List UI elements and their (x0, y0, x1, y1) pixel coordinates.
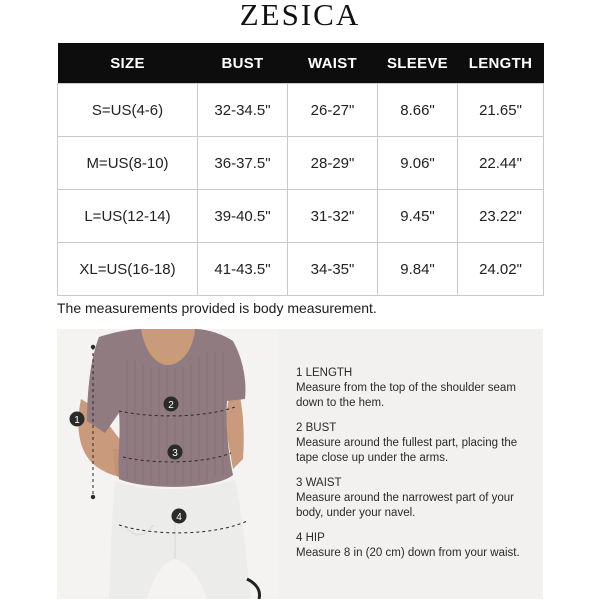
cell-sleeve: 9.45" (378, 190, 458, 243)
cell-bust: 32-34.5" (198, 84, 288, 137)
cell-size: L=US(12-14) (58, 190, 198, 243)
instruction-title: 1 LENGTH (296, 367, 353, 379)
instruction-description: Measure from the top of the shoulder seam down to the hem. (296, 382, 516, 409)
instruction-title: 4 HIP (296, 532, 325, 544)
svg-text:3: 3 (172, 448, 178, 459)
svg-text:4: 4 (176, 512, 182, 523)
cell-sleeve: 9.06" (378, 137, 458, 190)
instruction-length (296, 366, 541, 411)
cell-size: XL=US(16-18) (58, 243, 198, 296)
marker-length (70, 412, 85, 427)
header-size: SIZE (58, 43, 198, 84)
cell-waist: 28-29" (288, 137, 378, 190)
cell-size: M=US(8-10) (58, 137, 198, 190)
marker-waist (168, 445, 183, 460)
cell-sleeve: 8.66" (378, 84, 458, 137)
table-row (58, 243, 544, 296)
header-bust: BUST (198, 43, 288, 84)
measurement-guide-panel (57, 329, 543, 599)
table-row (58, 190, 544, 243)
brand-logo: ZESICA (239, 0, 361, 32)
instruction-description: Measure 8 in (20 cm) down from your waist. (296, 547, 520, 559)
header-waist: WAIST (288, 43, 378, 84)
measurement-instructions (296, 366, 541, 571)
table-row (58, 84, 544, 137)
cell-bust: 36-37.5" (198, 137, 288, 190)
svg-text:2: 2 (168, 400, 174, 411)
cell-waist: 26-27" (288, 84, 378, 137)
table-header-row (58, 43, 544, 84)
cell-length: 24.02" (458, 243, 544, 296)
cell-size: S=US(4-6) (58, 84, 198, 137)
marker-bust (164, 397, 179, 412)
cell-waist: 34-35" (288, 243, 378, 296)
cell-length: 22.44" (458, 137, 544, 190)
svg-text:1: 1 (74, 415, 80, 426)
instruction-bust (296, 421, 541, 466)
model-illustration (57, 329, 279, 599)
table-row (58, 137, 544, 190)
measurement-note: The measurements provided is body measurement. (57, 300, 377, 316)
instruction-title: 2 BUST (296, 422, 337, 434)
header-length: LENGTH (458, 43, 544, 84)
instruction-waist (296, 476, 541, 521)
marker-hip (172, 509, 187, 524)
instruction-description: Measure around the fullest part, placing the tape close up under the arms. (296, 437, 518, 464)
header-sleeve: SLEEVE (378, 43, 458, 84)
cell-bust: 41-43.5" (198, 243, 288, 296)
cell-waist: 31-32" (288, 190, 378, 243)
cell-length: 23.22" (458, 190, 544, 243)
instruction-hip (296, 531, 541, 561)
size-chart-table (57, 43, 544, 296)
cell-sleeve: 9.84" (378, 243, 458, 296)
instruction-description: Measure around the narrowest part of your body, under your navel. (296, 492, 514, 519)
cell-bust: 39-40.5" (198, 190, 288, 243)
cell-length: 21.65" (458, 84, 544, 137)
instruction-title: 3 WAIST (296, 477, 342, 489)
